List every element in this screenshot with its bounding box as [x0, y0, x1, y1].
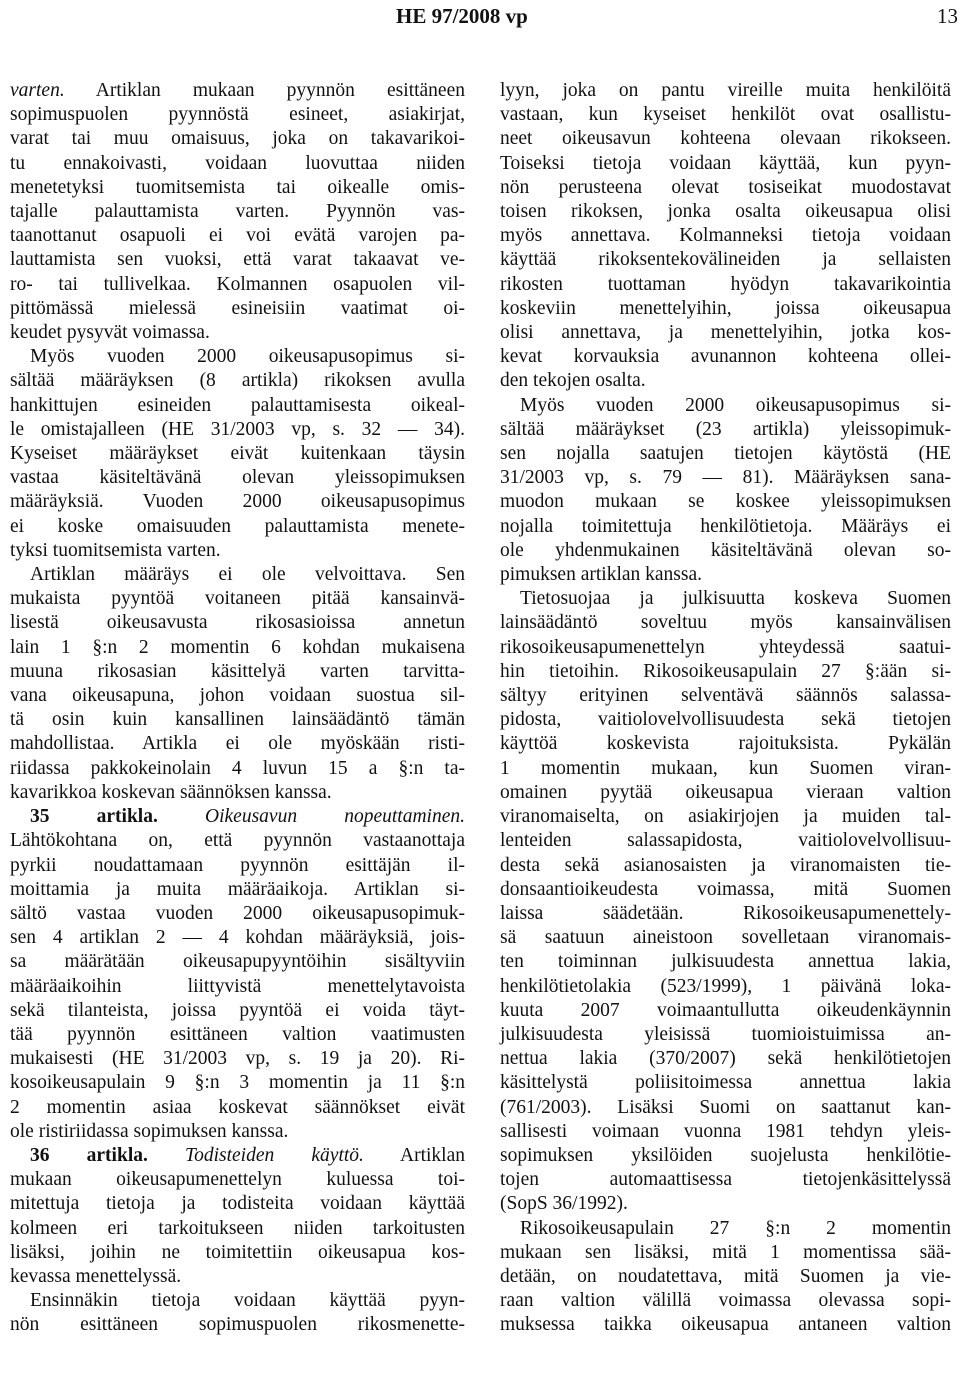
text-line	[500, 369, 951, 393]
text-line	[500, 1313, 951, 1337]
text-line	[10, 708, 465, 732]
text-line	[10, 757, 465, 781]
text-run: ten toiminnan julkisuudesta annettua lakia,	[500, 951, 951, 973]
text-run: sopimuspuolen pyynnöstä esineet, asiakirjat,	[10, 104, 465, 126]
text-line	[10, 418, 465, 442]
text-line	[500, 1023, 951, 1047]
text-line	[500, 176, 951, 200]
text-run: käsittelystä poliisitoimessa annettua lakia	[500, 1072, 951, 1094]
text-run: sältyy erityinen selventävä säännös salassa-	[500, 685, 951, 707]
text-line	[500, 732, 951, 756]
text-run: mukaan sen lisäksi, mitä 1 momentissa sää-	[500, 1241, 951, 1263]
text-line	[10, 200, 465, 224]
text-line	[500, 490, 951, 514]
text-line	[500, 1071, 951, 1095]
text-run: kolmeen eri tarkoitukseen niiden tarkoitusten	[10, 1217, 465, 1239]
text-line	[10, 1071, 465, 1095]
text-run: käyttöä koskevista rajoituksista. Pykälän	[500, 733, 951, 755]
text-line	[500, 854, 951, 878]
text-run: tajalle palauttamista varten. Pyynnön vas-	[10, 201, 465, 223]
text-run: sen 4 artiklan 2 — 4 kohdan määräyksiä, jois-	[10, 927, 465, 949]
text-run: pyrkii noudattamaan pyynnön esittäjän il-	[10, 854, 465, 876]
text-run: mahdollistaa. Artikla ei ole myöskään risti-	[10, 733, 465, 755]
text-line	[500, 781, 951, 805]
text-line	[500, 611, 951, 635]
italic-text: Oikeusavun nopeuttaminen.	[205, 806, 465, 828]
text-run: keudet pysyvät voimassa.	[10, 322, 210, 344]
text-run: pidosta, vaitiolovelvollisuudesta sekä tietojen	[500, 709, 951, 731]
text-run: henkilötietolakia (523/1999), 1 päivänä loka-	[500, 975, 951, 997]
text-run: varat tai muu omaisuus, joka on takavarikoi-	[10, 128, 465, 150]
text-line	[10, 805, 465, 829]
text-run: ole yhdenmukainen käsiteltävänä olevan so-	[500, 539, 951, 561]
text-run: rikosoikeusapumenettelyn yhteydessä saatui-	[500, 636, 951, 658]
text-run: neet oikeusavun kohteena olevaan rikokseen.	[500, 128, 951, 150]
text-run: hankittujen esineiden palauttamisesta oikeal-	[10, 394, 465, 416]
text-run: nettua lakia (370/2007) sekä henkilötietojen	[500, 1048, 951, 1070]
text-line	[10, 1144, 465, 1168]
text-run: kuuta 2007 voimaantullutta oikeudenkäynnin	[500, 999, 951, 1021]
text-run: julkisuudesta yleisissä tuomioistuimissa an-	[500, 1023, 951, 1045]
text-line	[500, 273, 951, 297]
text-line	[500, 224, 951, 248]
text-line	[500, 902, 951, 926]
text-run: lisestä oikeusavusta rikosasioissa annetun	[10, 612, 465, 634]
text-line	[500, 926, 951, 950]
text-run: sa määrätään oikeusapupyyntöihin sisältyviin	[10, 951, 465, 973]
text-line	[500, 79, 951, 103]
text-line	[500, 321, 951, 345]
text-run: laissa säädetään. Rikosoikeusapumenettely-	[500, 902, 951, 924]
text-line	[500, 1144, 951, 1168]
text-run: nön esittäneen sopimuspuolen rikosmenette-	[10, 1314, 465, 1336]
text-run: sen nojalla saatujen tietojen käytöstä (HE	[500, 443, 951, 465]
text-run: vastaan, kun kyseiset henkilöt ovat osallistu-	[500, 104, 951, 126]
text-run: detään, on noudatettava, mitä Suomen ja vie-	[500, 1265, 951, 1287]
text-line	[500, 757, 951, 781]
text-line	[10, 950, 465, 974]
text-run: Lähtökohtana on, että pyynnön vastaanottaja	[10, 830, 465, 852]
text-run: tä osin kuin kansallinen lainsäädäntö tämän	[10, 709, 465, 731]
text-line	[10, 1168, 465, 1192]
italic-text: varten.	[10, 80, 65, 101]
document-id: HE 97/2008 vp	[396, 4, 528, 28]
paragraph	[10, 805, 465, 1144]
text-run: sekä tilanteista, joissa pyyntöä ei voida täyt-	[10, 999, 465, 1021]
text-line	[10, 1023, 465, 1047]
text-line	[10, 539, 465, 563]
text-run: muksessa taikka oikeusapua antaneen valtion	[500, 1314, 951, 1336]
text-line	[500, 515, 951, 539]
text-line	[500, 975, 951, 999]
paragraph	[10, 1289, 465, 1337]
text-run: olisi annettava, ja menettelyihin, jotka kos-	[500, 322, 951, 344]
text-run: moittamia ja muita määräaikoja. Artiklan si-	[10, 878, 465, 900]
text-run: lisäksi, joihin ne toimitettiin oikeusapua kos-	[10, 1241, 465, 1263]
text-line	[500, 587, 951, 611]
text-run: rikosten tuottaman hyödyn takavarikointia	[500, 273, 951, 295]
text-run: (SopS 36/1992).	[500, 1193, 628, 1215]
text-line	[500, 1289, 951, 1313]
text-run: ro- tai tullivelkaa. Kolmannen osapuolen vil-	[10, 273, 465, 295]
text-run: vastaa käsiteltävänä olevan yleissopimuksen	[10, 467, 465, 489]
right-column	[500, 79, 951, 1338]
text-line	[500, 1241, 951, 1265]
text-run: sä saatuun aineistoon sovelletaan viranomais-	[500, 927, 951, 949]
text-line	[500, 127, 951, 151]
text-line	[500, 297, 951, 321]
paragraph	[500, 79, 951, 394]
text-run: toisen rikoksen, jonka osalta oikeusapua olisi	[500, 201, 951, 223]
text-line	[10, 515, 465, 539]
text-run: kevassa menettelyssä.	[10, 1265, 182, 1287]
text-run: pimuksen artiklan kanssa.	[500, 564, 702, 586]
text-run	[148, 1145, 185, 1166]
text-run: mukaista pyyntöä voitaneen pitää kansainvä-	[10, 588, 465, 610]
text-run: Kyseiset määräykset eivät kuitenkaan täysin	[10, 443, 465, 465]
text-run: lainsäädäntö soveltuu myös kansainvälisen	[500, 612, 951, 634]
text-run: ei koske omaisuuden palauttamista menete-	[10, 515, 465, 537]
text-run: le omistajalleen (HE 31/2003 vp, s. 32 — 34).	[10, 418, 465, 440]
text-line	[500, 539, 951, 563]
text-run: kavarikkoa koskevan säännöksen kanssa.	[10, 781, 332, 803]
text-run: muodon mukaan se koskee yleissopimuksen	[500, 491, 951, 513]
text-line	[10, 1241, 465, 1265]
text-line	[500, 1168, 951, 1192]
text-line	[10, 902, 465, 926]
text-line	[10, 490, 465, 514]
text-run: (761/2003). Lisäksi Suomi on saattanut kan-	[500, 1096, 951, 1118]
text-line	[10, 321, 465, 345]
text-line	[10, 224, 465, 248]
text-line	[10, 829, 465, 853]
text-run: Artiklan määräys ei ole velvoittava. Sen	[30, 564, 465, 586]
text-line	[500, 345, 951, 369]
text-line	[500, 442, 951, 466]
text-line	[500, 394, 951, 418]
text-run: viranomaiselta, on asiakirjojen ja muiden tal-	[500, 806, 951, 828]
text-run: määräaikoihin liittyvistä menettelytavoista	[10, 975, 465, 997]
text-line	[10, 1192, 465, 1216]
text-run: mukaisesti (HE 31/2003 vp, s. 19 ja 20). Ri-	[10, 1048, 465, 1070]
text-run: hin tietoihin. Rikosoikeusapulain 27 §:ään si-	[500, 660, 951, 682]
text-line	[500, 805, 951, 829]
text-run: kosoikeusapulain 9 §:n 3 momentin ja 11 §:n	[10, 1072, 465, 1094]
text-run: sältö vastaa vuoden 2000 oikeusapusopimuk-	[10, 902, 465, 924]
text-run: ole ristiriidassa sopimuksen kanssa.	[10, 1120, 289, 1142]
text-line	[500, 1047, 951, 1071]
text-line	[10, 394, 465, 418]
italic-text: Todisteiden käyttö.	[185, 1144, 364, 1166]
article-number: 36 artikla.	[30, 1144, 148, 1166]
text-run: muuna rikosasian käsittelyä varten tarvitta-	[10, 660, 465, 682]
text-line	[10, 103, 465, 127]
text-run: Myös vuoden 2000 oikeusapusopimus si-	[30, 346, 465, 368]
text-run: lenteiden salassapidosta, vaitiolovelvollisuu-	[500, 830, 951, 852]
paragraph	[10, 79, 465, 345]
text-line	[500, 1120, 951, 1144]
text-run: sallisesti voimaan vuonna 1981 tehdyn yleis-	[500, 1120, 951, 1142]
text-line	[500, 248, 951, 272]
text-run: donsaantioikeudesta voimassa, mitä Suomen	[500, 878, 951, 900]
text-line	[10, 176, 465, 200]
text-line	[10, 878, 465, 902]
text-line	[10, 345, 465, 369]
text-run: Artiklan	[363, 1144, 465, 1166]
text-run: lauttamista sen vuoksi, että varat takaavat ve-	[10, 249, 465, 271]
text-run: taanottanut osapuoli ei voi evätä varojen pa-	[10, 225, 465, 247]
text-run: Ensinnäkin tietoja voidaan käyttää pyyn-	[30, 1290, 465, 1312]
text-line	[500, 636, 951, 660]
text-line	[500, 418, 951, 442]
text-run: menetetyksi tuomitsemista tai oikealle omis-	[10, 176, 465, 198]
text-run: nojalla toimitettuja henkilötietoja. Määräys ei	[500, 515, 951, 537]
text-line	[10, 127, 465, 151]
text-run: käyttää rikoksentekovälineiden ja sellaisten	[500, 249, 951, 271]
text-line	[500, 200, 951, 224]
page-number: 13	[937, 4, 958, 28]
text-line	[10, 442, 465, 466]
text-line	[10, 636, 465, 660]
text-run: myös annettava. Kolmanneksi tietoja voidaan	[500, 225, 951, 247]
text-line	[500, 999, 951, 1023]
text-line	[500, 563, 951, 587]
text-run: tojen automaattisessa tietojenkäsittelyssä	[500, 1169, 951, 1191]
text-line	[10, 248, 465, 272]
text-run: 2 momentin asiaa koskevat säännökset eivät	[10, 1096, 465, 1118]
text-run: mukaan oikeusapumenettelyn kuluessa toi-	[10, 1169, 465, 1191]
text-run: desta sekä asianosaisten ja viranomaisten tie-	[500, 854, 951, 876]
text-run: sältää määräykset (23 artikla) yleissopimuk-	[500, 418, 951, 440]
text-line	[10, 466, 465, 490]
text-run: raan valtion välillä voimassa olevassa sopi-	[500, 1290, 951, 1312]
text-line	[10, 926, 465, 950]
text-run	[158, 806, 205, 827]
text-line	[10, 1047, 465, 1071]
text-line	[10, 660, 465, 684]
text-run: vana oikeusapuna, johon voidaan suostua sil-	[10, 685, 465, 707]
text-line	[10, 587, 465, 611]
text-line	[500, 1217, 951, 1241]
text-line	[10, 1096, 465, 1120]
text-line	[10, 1265, 465, 1289]
text-run: koskeviin menettelyihin, joissa oikeusapua	[500, 297, 951, 319]
text-line	[10, 152, 465, 176]
text-run: kevat korvauksia avunannon kohteena ollei-	[500, 346, 951, 368]
text-run: lain 1 §:n 2 momentin 6 kohdan mukaisena	[10, 636, 465, 658]
left-column	[10, 79, 465, 1338]
text-line	[500, 1265, 951, 1289]
text-run: tää pyynnön esittäneen valtion vaatimusten	[10, 1023, 465, 1045]
text-line	[10, 732, 465, 756]
text-line	[10, 1120, 465, 1144]
text-line	[10, 684, 465, 708]
text-line	[500, 829, 951, 853]
paragraph	[500, 587, 951, 1216]
text-run: Tietosuojaa ja julkisuutta koskeva Suomen	[520, 588, 951, 610]
text-line	[10, 854, 465, 878]
text-run: lyyn, joka on pantu vireille muita henkilöitä	[500, 80, 951, 101]
text-run: riidassa pakkokeinolain 4 luvun 15 a §:n ta-	[10, 757, 465, 779]
text-line	[10, 297, 465, 321]
text-run: Toiseksi tietoja voidaan käyttää, kun pyyn-	[500, 152, 951, 174]
paragraph	[10, 563, 465, 805]
text-run: 31/2003 vp, s. 79 — 81). Määräyksen sana-	[500, 467, 951, 489]
text-run: omainen pyytää oikeusapua vieraan valtion	[500, 781, 951, 803]
text-run: tu ennakoivasti, voidaan luovuttaa niiden	[10, 152, 465, 174]
paragraph	[500, 394, 951, 588]
text-run: sältää määräyksen (8 artikla) rikoksen avulla	[10, 370, 465, 392]
text-run: Artiklan mukaan pyynnön esittäneen	[64, 80, 465, 101]
text-run: Myös vuoden 2000 oikeusapusopimus si-	[520, 394, 951, 416]
text-run: den tekojen osalta.	[500, 370, 646, 392]
text-line	[10, 611, 465, 635]
text-line	[500, 1192, 951, 1216]
text-run: 1 momentin mukaan, kun Suomen viran-	[500, 757, 951, 779]
text-line	[500, 878, 951, 902]
text-line	[500, 466, 951, 490]
text-run: pittömässä mielessä esineisiin vaatimat oi-	[10, 297, 465, 319]
text-line	[500, 152, 951, 176]
text-line	[10, 1313, 465, 1337]
text-line	[500, 950, 951, 974]
text-line	[10, 999, 465, 1023]
text-run: tyksi tuomitsemista varten.	[10, 539, 221, 561]
article-number: 35 artikla.	[30, 806, 158, 828]
text-line	[10, 781, 465, 805]
text-line	[500, 660, 951, 684]
text-run: nön perusteena olevat tosiseikat muodostavat	[500, 176, 951, 198]
text-line	[500, 708, 951, 732]
text-line	[500, 1096, 951, 1120]
text-run: mitettuja tietoja ja todisteita voidaan käyttää	[10, 1193, 465, 1215]
text-line	[10, 563, 465, 587]
text-line	[10, 79, 465, 103]
paragraph	[500, 1217, 951, 1338]
paragraph	[10, 1144, 465, 1289]
paragraph	[10, 345, 465, 563]
text-line	[10, 369, 465, 393]
text-run: Rikosoikeusapulain 27 §:n 2 momentin	[520, 1217, 951, 1239]
text-run: sopimuksen yksilöiden suojelusta henkilötie-	[500, 1144, 951, 1166]
text-line	[10, 1217, 465, 1241]
text-line	[500, 103, 951, 127]
text-line	[500, 684, 951, 708]
text-line	[10, 975, 465, 999]
text-run: määräyksiä. Vuoden 2000 oikeusapusopimus	[10, 491, 465, 513]
text-line	[10, 1289, 465, 1313]
text-line	[10, 273, 465, 297]
